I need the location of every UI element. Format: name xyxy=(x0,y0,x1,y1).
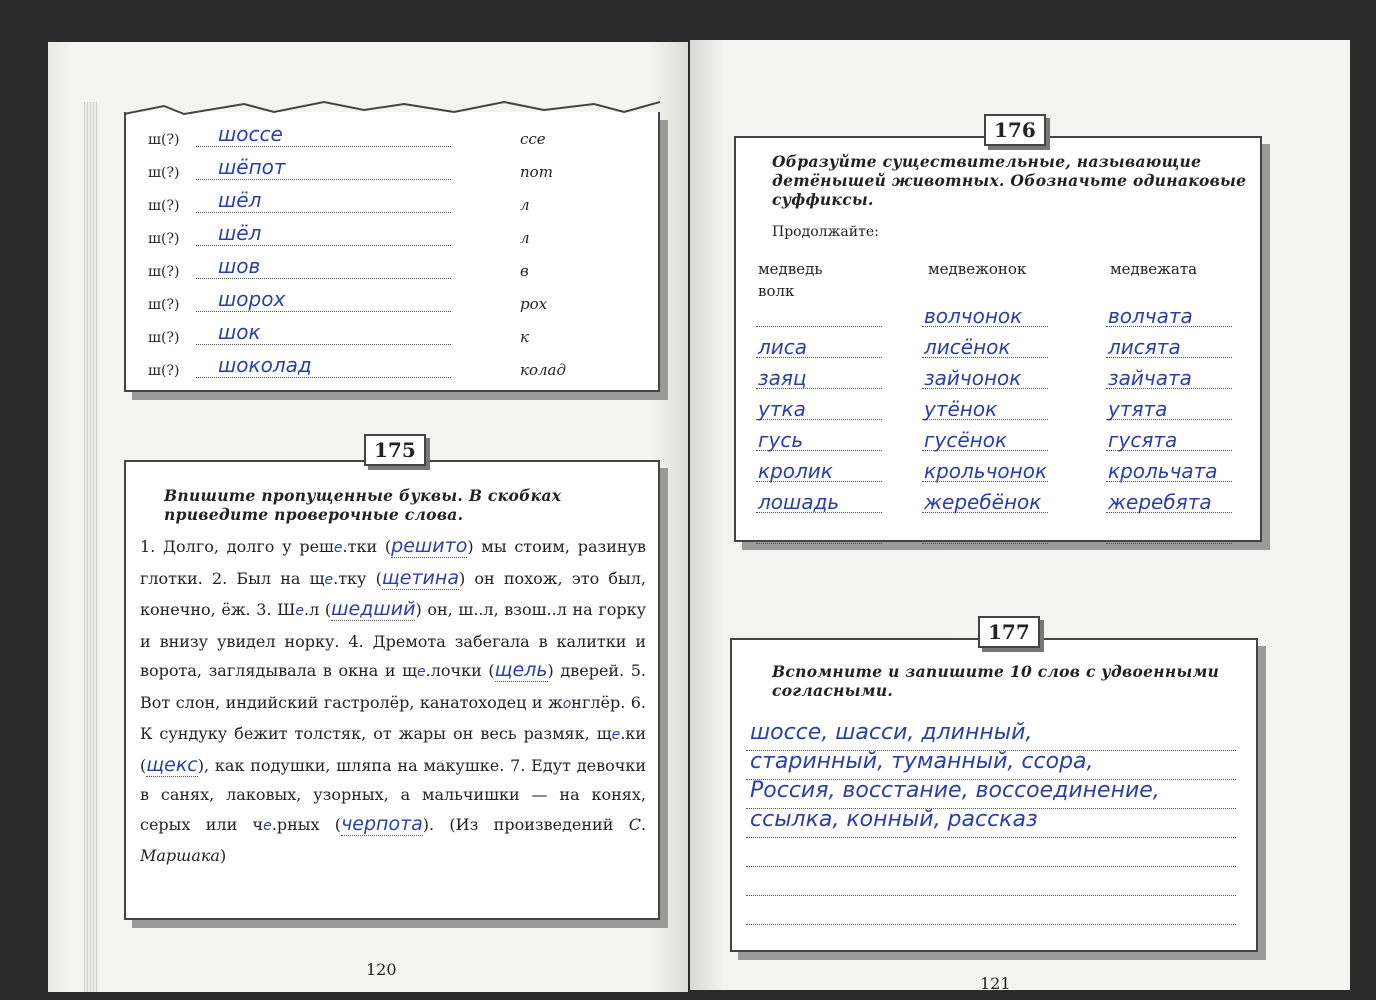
grid-cell xyxy=(756,451,882,482)
answer-line xyxy=(196,245,451,246)
column-header: медведь xyxy=(758,260,823,278)
sh-row xyxy=(148,353,566,385)
grid-cell xyxy=(1106,327,1232,358)
handwritten-letter: е xyxy=(295,603,305,619)
handwritten-answer: щетина xyxy=(381,566,459,589)
task-title: Образуйте существительные, называющие детёнышей животных. Обозначьте одинаковые суффиксы. xyxy=(772,152,1247,209)
handwritten-answer: шёл xyxy=(218,221,262,245)
handwritten-answer: утёнок xyxy=(924,397,998,421)
handwritten-answer: волчонок xyxy=(924,304,1023,328)
task-title: Впишите пропущенные буквы. В скобках приведите проверочные слова. xyxy=(164,486,562,524)
sh-label: ш(?) xyxy=(148,165,180,181)
word-ending: к xyxy=(520,328,529,346)
text-fragment: нглёр. 6. К сундуку бежит толстяк, от жары он весь размяк, щ xyxy=(140,692,647,743)
handwritten-answer: лисёнок xyxy=(924,335,1011,359)
grid-cell xyxy=(756,296,882,327)
answer-line xyxy=(196,179,451,180)
page-number: 121 xyxy=(980,974,1011,990)
task-text xyxy=(140,532,646,871)
sh-label: ш(?) xyxy=(148,198,180,214)
text-fragment: ) xyxy=(219,846,227,865)
handwritten-answer: крольчата xyxy=(1108,459,1218,483)
grid-cell xyxy=(756,327,882,358)
handwritten-answer: лошадь xyxy=(758,490,840,514)
continue-label: Продолжайте: xyxy=(772,224,879,240)
text-fragment: ) мы стоим, разинув глотки. 2. Был на щ xyxy=(140,537,646,588)
task-number: 175 xyxy=(364,434,426,466)
handwritten-answer: шёл xyxy=(218,188,262,212)
task-number: 177 xyxy=(978,616,1040,648)
grid-cell xyxy=(922,327,1048,358)
handwritten-answer: черпота xyxy=(341,812,423,835)
right-page xyxy=(690,40,1350,990)
page-number: 120 xyxy=(366,960,397,979)
sh-label: ш(?) xyxy=(148,330,180,346)
handwritten-answer: гусёнок xyxy=(924,428,1008,452)
grid-cell xyxy=(1106,358,1232,389)
sh-row xyxy=(148,287,548,319)
task-number: 176 xyxy=(984,114,1046,146)
text-fragment: ), как подушки, шляпа на макушке. 7. Едут девочки в санях, лаковых, узорных, а мальчишки — на конях, серых или ч xyxy=(140,755,646,834)
word-ending: л xyxy=(520,196,530,214)
text-fragment: .ки ( xyxy=(140,724,646,775)
sh-label: ш(?) xyxy=(148,231,180,247)
handwritten-answer: шоссе, шасси, длинный, xyxy=(750,720,1033,745)
grid-cell xyxy=(922,513,1048,544)
sh-row xyxy=(148,188,530,220)
grid-cell xyxy=(922,358,1048,389)
handwritten-answer: крольчонок xyxy=(924,459,1048,483)
text-fragment: .тку ( xyxy=(333,568,382,588)
text-fragment: .л ( xyxy=(304,600,332,619)
column-header: медвежата xyxy=(1110,260,1198,278)
handwritten-answer: Россия, восстание, воссоединение, xyxy=(750,778,1160,803)
task-177-box xyxy=(730,620,1258,952)
grid-cell xyxy=(1106,482,1232,513)
answer-line xyxy=(196,344,451,345)
handwritten-answer: утка xyxy=(758,397,806,421)
answer-line xyxy=(196,311,451,312)
grid-cell xyxy=(756,420,882,451)
word-ending: ссе xyxy=(520,130,546,148)
word-ending: пот xyxy=(520,163,553,181)
grid-cell xyxy=(922,482,1048,513)
sh-row xyxy=(148,320,529,352)
handwritten-answer: шорох xyxy=(218,287,286,311)
text-fragment: ) он похож, это был, конечно, ёж. 3. Ш xyxy=(140,568,647,619)
grid-cell xyxy=(922,420,1048,451)
answer-line xyxy=(196,377,451,378)
grid-cell xyxy=(756,389,882,420)
text-fragment: .тки ( xyxy=(342,537,392,556)
grid-cell xyxy=(756,482,882,513)
page-stack-edge xyxy=(84,102,98,992)
sh-label: ш(?) xyxy=(148,132,180,148)
grid-cell xyxy=(756,358,882,389)
author-name: С. Маршака xyxy=(140,814,647,865)
text-fragment: .лочки ( xyxy=(425,661,495,680)
grid-cell xyxy=(1106,389,1232,420)
column-header: медвежонок xyxy=(928,260,1027,278)
handwritten-answer: волчата xyxy=(1108,304,1193,328)
word-ending: в xyxy=(520,262,529,280)
text-fragment: ) он, ш..л, взош..л на горку и внизу увидел норку. 4. Дремота забегала в калитки и ворота, заглядывала в окна и щ xyxy=(140,600,646,680)
handwritten-answer: зайчонок xyxy=(924,366,1022,390)
sh-row xyxy=(148,221,530,253)
handwritten-letter: е xyxy=(417,664,426,680)
grid-cell xyxy=(756,513,882,544)
grid-cell xyxy=(922,296,1048,327)
grid-cell xyxy=(1106,451,1232,482)
word-ending: рох xyxy=(520,295,548,313)
task-176-box xyxy=(734,118,1262,542)
handwritten-answer: щекс xyxy=(146,753,198,776)
handwritten-answer: зайчата xyxy=(1108,366,1192,390)
word-ending: колад xyxy=(520,361,566,379)
text-fragment: ). (Из произведений xyxy=(422,814,629,834)
answer-line xyxy=(746,895,1236,896)
sh-row xyxy=(148,155,553,187)
text-fragment: ) дверей. 5. Вот слон, индийский гастролёр, канатоходец и ж xyxy=(140,661,647,712)
grid-cell xyxy=(1106,420,1232,451)
handwritten-answer: кролик xyxy=(758,459,833,483)
handwritten-letter: о xyxy=(562,695,572,712)
handwritten-answer: лисята xyxy=(1108,335,1181,359)
handwritten-answer: жеребята xyxy=(1108,490,1212,514)
text-fragment: 1. Долго, долго у реш xyxy=(140,537,334,556)
handwritten-letter: е xyxy=(333,540,343,556)
answer-line xyxy=(196,278,451,279)
handwritten-answer: жеребёнок xyxy=(924,490,1042,514)
grid-cell xyxy=(922,451,1048,482)
task-175-box xyxy=(124,438,660,920)
answer-line xyxy=(746,924,1236,925)
grid-cell xyxy=(1106,296,1232,327)
handwritten-answer: лиса xyxy=(758,335,808,359)
sh-label: ш(?) xyxy=(148,264,180,280)
handwritten-letter: е xyxy=(611,727,621,743)
handwritten-letter: е xyxy=(324,571,334,588)
sh-words-box xyxy=(124,112,660,392)
torn-edge xyxy=(124,100,660,120)
handwritten-letter: е xyxy=(263,817,272,834)
answer-line xyxy=(196,212,451,213)
handwritten-answer: шоколад xyxy=(218,353,312,377)
handwritten-answer: гусь xyxy=(758,428,804,452)
grid-cell xyxy=(922,389,1048,420)
answer-line xyxy=(196,146,451,147)
handwritten-answer: шок xyxy=(218,320,261,344)
handwritten-answer: заяц xyxy=(758,366,807,390)
text-fragment: .рных ( xyxy=(271,814,342,834)
handwritten-answer: шёпот xyxy=(218,155,286,179)
handwritten-answer: старинный, туманный, ссора, xyxy=(750,749,1094,774)
sh-row xyxy=(148,254,529,286)
handwritten-answer: ссылка, конный, рассказ xyxy=(750,807,1038,832)
sh-label: ш(?) xyxy=(148,297,180,313)
handwritten-answer: шов xyxy=(218,254,261,278)
handwritten-answer: шедший xyxy=(331,598,416,620)
word-ending: л xyxy=(520,229,530,247)
handwritten-answer: утята xyxy=(1108,397,1168,421)
row-first-word: волк xyxy=(758,282,795,300)
handwritten-answer: решито xyxy=(391,535,468,557)
handwritten-answer: шоссе xyxy=(218,122,283,146)
handwritten-answer: щель xyxy=(494,659,548,681)
grid-cell xyxy=(1106,513,1232,544)
sh-label: ш(?) xyxy=(148,363,180,379)
answer-line xyxy=(746,837,1236,838)
handwritten-answer: гусята xyxy=(1108,428,1178,452)
task-title: Вспомните и запишите 10 слов с удвоенными согласными. xyxy=(772,662,1220,700)
sh-row xyxy=(148,122,546,154)
answer-line xyxy=(746,866,1236,867)
left-page xyxy=(48,42,688,992)
